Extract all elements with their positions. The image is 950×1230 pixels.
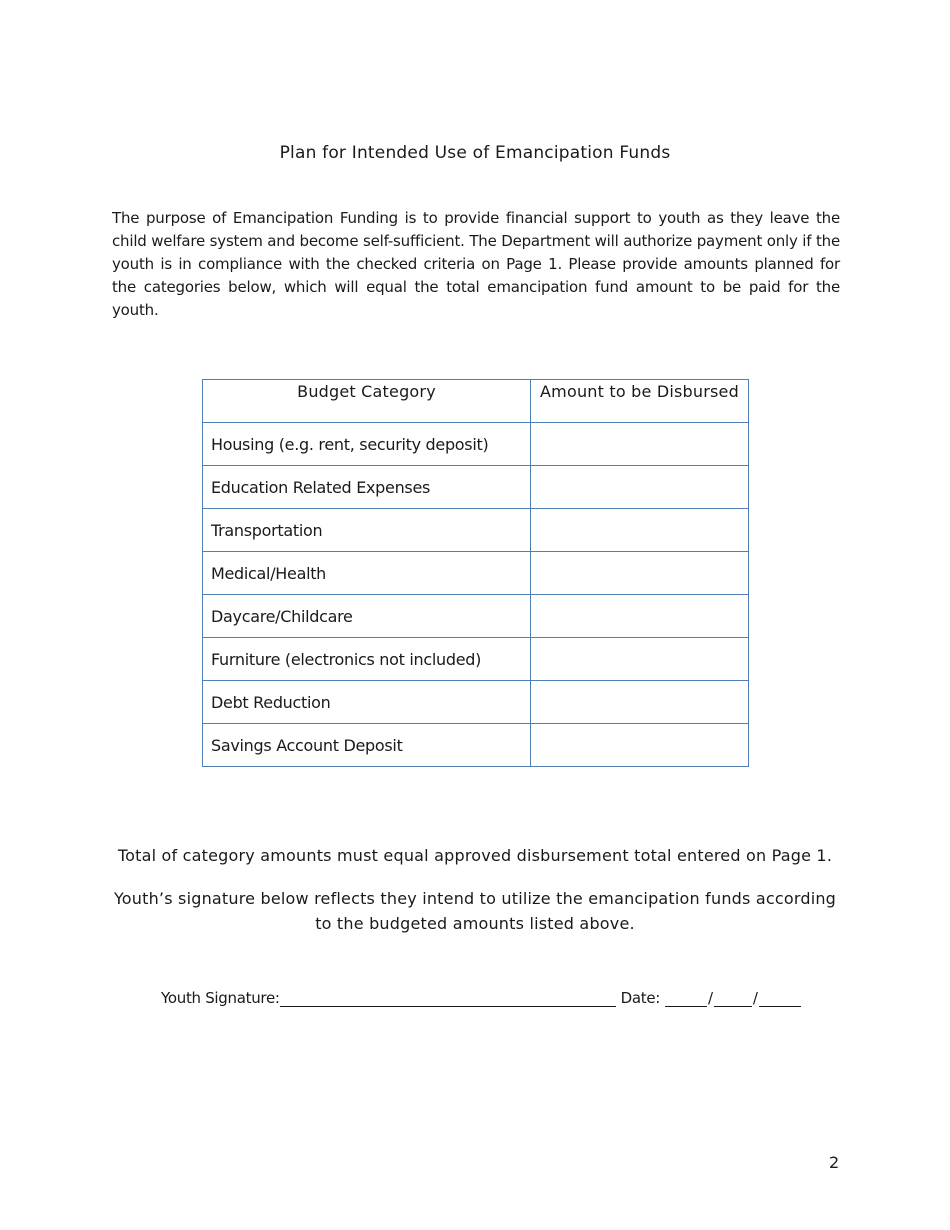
category-cell: Education Related Expenses: [203, 466, 531, 509]
amount-cell[interactable]: [531, 595, 749, 638]
category-cell: Debt Reduction: [203, 681, 531, 724]
table-row: [203, 724, 749, 767]
category-cell: Savings Account Deposit: [203, 724, 531, 767]
date-day-line[interactable]: [714, 988, 752, 1007]
date-separator: /: [752, 989, 758, 1007]
youth-signature-line[interactable]: [280, 988, 616, 1007]
table-row: [203, 681, 749, 724]
table-row: [203, 552, 749, 595]
youth-signature-label: Youth Signature:: [161, 989, 280, 1007]
category-cell: Daycare/Childcare: [203, 595, 531, 638]
date-year-line[interactable]: [759, 988, 801, 1007]
page-number: 2: [829, 1153, 840, 1172]
amount-cell[interactable]: [531, 552, 749, 595]
category-cell: Housing (e.g. rent, security deposit): [203, 423, 531, 466]
category-cell: Furniture (electronics not included): [203, 638, 531, 681]
table-row: [203, 423, 749, 466]
table-row: [203, 466, 749, 509]
table-row: [203, 595, 749, 638]
amount-cell[interactable]: [531, 724, 749, 767]
amount-cell[interactable]: [531, 509, 749, 552]
budget-table: [202, 379, 749, 767]
category-cell: Transportation: [203, 509, 531, 552]
total-note: Total of category amounts must equal approved disbursement total entered on Page 1.: [117, 846, 833, 865]
table-row: [203, 638, 749, 681]
amount-cell[interactable]: [531, 638, 749, 681]
signature-row: [161, 988, 801, 1007]
signature-note: Youth’s signature below reflects they intend to utilize the emancipation funds according to the budgeted amounts listed above.: [113, 889, 837, 933]
amount-cell[interactable]: [531, 423, 749, 466]
table-header-row: [203, 380, 749, 423]
amount-cell[interactable]: [531, 681, 749, 724]
date-month-line[interactable]: [665, 988, 707, 1007]
date-label: Date:: [620, 989, 661, 1007]
date-separator: /: [708, 989, 713, 1007]
header-amount-to-be-disbursed: Amount to be Disbursed: [531, 380, 749, 423]
page-title: Plan for Intended Use of Emancipation Funds: [279, 143, 671, 163]
category-cell: Medical/Health: [203, 552, 531, 595]
amount-cell[interactable]: [531, 466, 749, 509]
table-row: [203, 509, 749, 552]
header-budget-category: Budget Category: [203, 380, 531, 423]
intro-paragraph: The purpose of Emancipation Funding is to provide financial support to youth as they leave the child welfare system and become self-sufficient. The Department will authorize payment only if the youth is in compliance with the checked criteria on Page 1. Please provide amounts planned for the categories below, which will equal the total emancipation fund amount to be paid for the youth.: [112, 209, 840, 319]
